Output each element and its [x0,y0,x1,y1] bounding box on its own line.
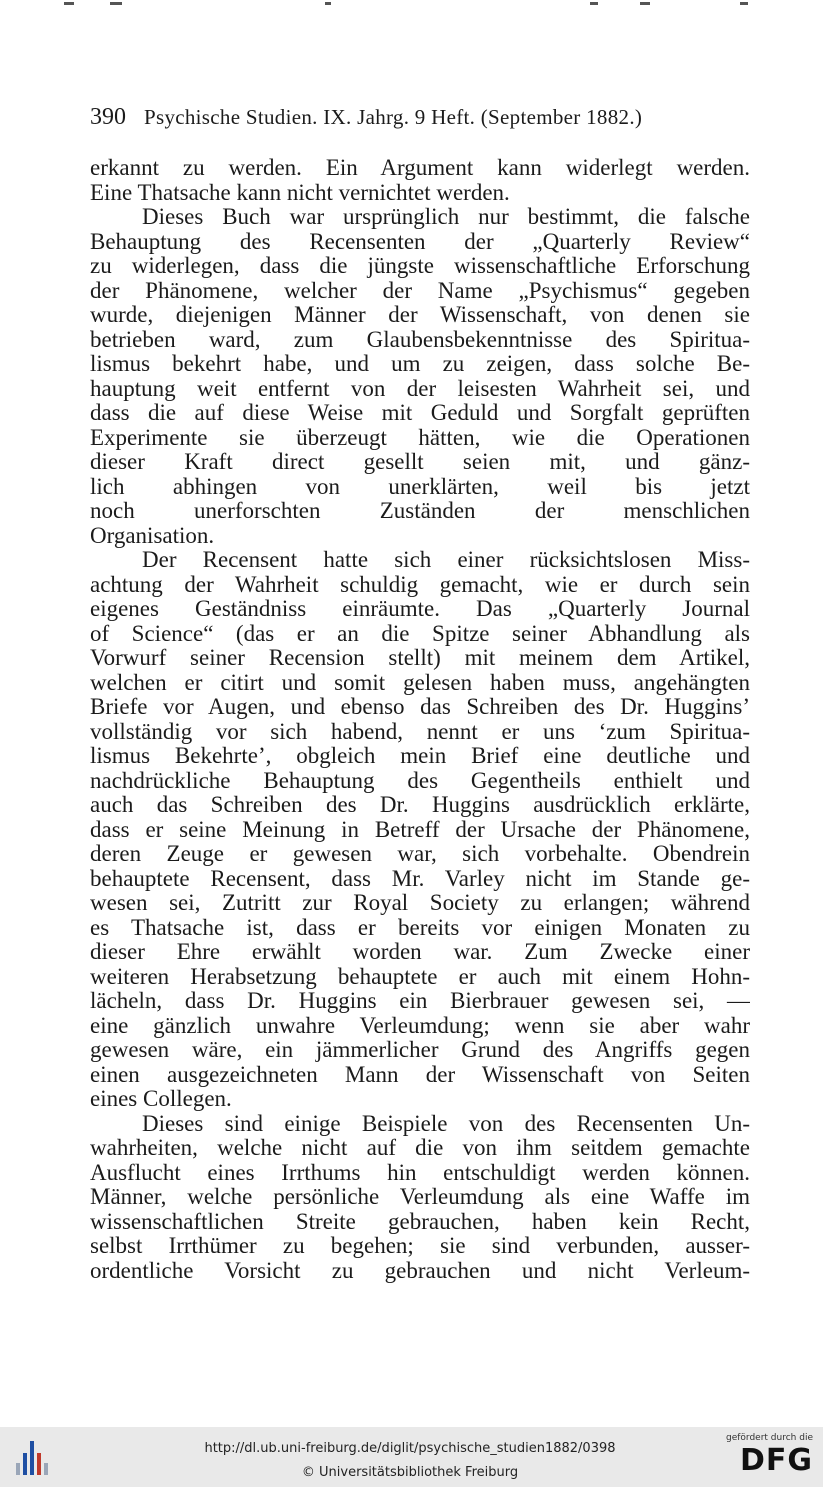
dfg-logo: DFG [739,1443,813,1478]
text-line: Dieses sind einige Beispiele von des Recensenten Un- [142,1111,750,1136]
scan-edge-marks [0,0,823,14]
text-line: Briefe vor Augen, und ebenso das Schreiben des Dr. Huggins’ [90,695,750,719]
text-line: Eine Thatsache kann nicht vernichtet werden. [90,180,510,205]
text-line: eine gänzlich unwahre Verleumdung; wenn sie aber wahr [90,1013,750,1038]
source-url-link[interactable]: http://dl.ub.uni-freiburg.de/diglit/psychische_studien1882/0398 [204,1441,616,1456]
text-line: vollständig vor sich habend, nennt er uns ‘zum Spiritua- [90,719,750,744]
funding-caption: gefördert durch die [726,1433,813,1443]
text-line: lismus bekehrt habe, und um zu zeigen, dass solche Be- [90,352,750,376]
text-line: erkannt zu werden. Ein Argument kann widerlegt werden. [90,156,750,180]
funder-badge [725,1433,813,1479]
text-line: gewesen wäre, ein jämmerlicher Grund des Angriffs gegen [90,1038,750,1062]
text-line: der Phänomene, welcher der Name „Psychismus“ gegeben [90,278,750,303]
text-line: weiteren Herabsetzung behauptete er auch mit einem Hohn- [90,964,750,989]
text-line: hauptung weit entfernt von der leisesten Wahrheit sei, und [90,376,750,401]
footer-band [0,1427,823,1487]
text-line: wurde, diejenigen Männer der Wissenschaft, von denen sie [90,303,750,327]
text-line: welchen er citirt und somit gelesen haben muss, angehängten [90,670,750,695]
text-line: Vorwurf seiner Recension stellt) mit meinem dem Artikel, [90,646,750,670]
text-line: dass er seine Meinung in Betreff der Ursache der Phänomene, [90,817,750,842]
journal-header-title: Psychische Studien. IX. Jahrg. 9 Heft. (September 1882.) [144,105,643,129]
text-line: dieser Ehre erwählt worden war. Zum Zwecke einer [90,940,750,964]
text-line: Ausflucht eines Irrthums hin entschuldigt werden können. [90,1160,750,1185]
text-line: lismus Bekehrte’, obgleich mein Brief eine deutliche und [90,744,750,768]
text-line: behauptete Recensent, dass Mr. Varley nicht im Stande ge- [90,866,750,891]
text-line: wesen sei, Zutritt zur Royal Society zu erlangen; während [90,891,750,915]
text-line: betrieben ward, zum Glaubensbekenntnisse des Spiritua- [90,327,750,352]
text-line: Männer, welche persönliche Verleumdung als eine Waffe im [90,1185,750,1209]
text-line: wahrheiten, welche nicht auf die von ihm seitdem gemachte [90,1136,750,1160]
text-line: es Thatsache ist, dass er bereits vor einigen Monaten zu [90,915,750,940]
text-line: dieser Kraft direct gesellt seien mit, und gänz- [90,450,750,474]
running-header [90,104,750,134]
text-line: eigenes Geständniss einräumte. Das „Quarterly Journal [90,597,750,621]
text-line: lich abhingen von unerklärten, weil bis jetzt [90,474,750,499]
page-number: 390 [90,104,126,130]
text-line: nachdrückliche Behauptung des Gegentheils enthielt und [90,768,750,793]
text-line: Organisation. [90,523,215,548]
text-line: Experimente sie überzeugt hätten, wie die Operationen [90,425,750,450]
text-line: zu widerlegen, dass die jüngste wissenschaftliche Erforschung [90,254,750,278]
text-line: wissenschaftlichen Streite gebrauchen, haben kein Recht, [90,1209,750,1234]
barcode-logo-icon [16,1439,50,1479]
text-line: Behauptung des Recensenten der „Quarterly Review“ [90,229,750,254]
text-line: Der Recensent hatte sich einer rücksichtslosen Miss- [142,548,750,572]
text-line: auch das Schreiben des Dr. Huggins ausdrücklich erklärte, [90,793,750,817]
text-line: noch unerforschten Zuständen der menschlichen [90,499,750,523]
text-line: achtung der Wahrheit schuldig gemacht, wie er durch sein [90,572,750,597]
text-line: deren Zeuge er gewesen war, sich vorbehalte. Obendrein [90,842,750,866]
text-line: selbst Irrthümer zu begehen; sie sind verbunden, ausser- [90,1234,750,1258]
body-text [90,156,750,1283]
text-line: eines Collegen. [90,1087,232,1111]
text-line: Dieses Buch war ursprünglich nur bestimmt, die falsche [142,205,750,229]
copyright-notice: © Universitätsbibliothek Freiburg [301,1465,519,1480]
text-line: einen ausgezeichneten Mann der Wissenschaft von Seiten [90,1062,750,1087]
text-line: dass die auf diese Weise mit Geduld und Sorgfalt geprüften [90,401,750,425]
text-line: of Science“ (das er an die Spitze seiner Abhandlung als [90,621,750,646]
text-line: ordentliche Vorsicht zu gebrauchen und nicht Verleum- [90,1258,750,1283]
text-line: lächeln, dass Dr. Huggins ein Bierbrauer gewesen sei, — [90,989,750,1013]
